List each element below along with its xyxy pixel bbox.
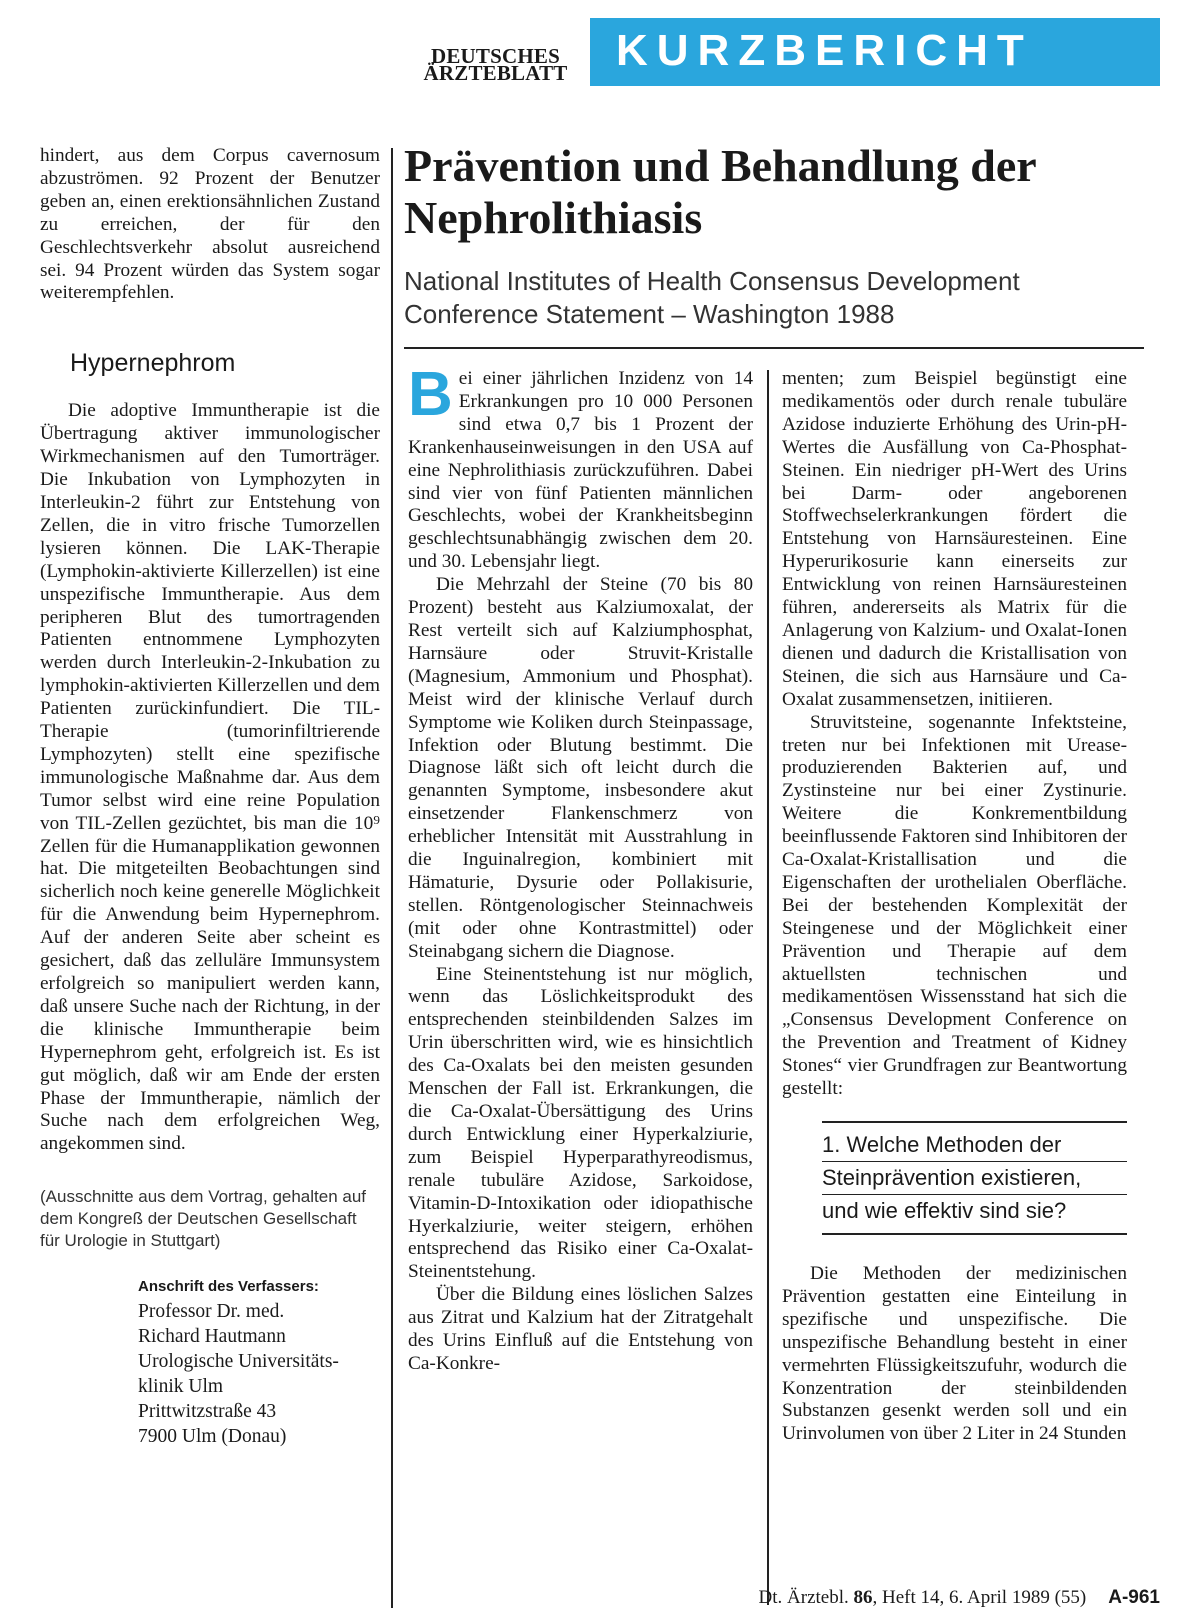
question-line: 1. Welche Methoden der	[822, 1129, 1127, 1162]
left-intro-paragraph: hindert, aus dem Corpus cavernosum abzuströmen. 92 Prozent der Benutzer geben an, einen erektionsähnlichen Zustand zu erreichen, der für den Geschlechtsverkehr absolut ausreichend sei. 94 Prozent würden das System sogar weiterempfehlen.	[40, 145, 380, 304]
article-paragraph: Über die Bildung eines löslichen Salzes aus Zitrat und Kalzium hat der Zitratgehalt des Urins Einfluß auf die Entstehung von Ca-Konkre-	[408, 1284, 753, 1374]
right-column	[782, 368, 1127, 1446]
address-line: klinik Ulm	[138, 1376, 224, 1398]
middle-column	[408, 360, 753, 1376]
article-paragraph: Struvitsteine, sogenannte Infektsteine, treten nur bei Infektionen mit Urease-produzierenden Bakterien auf, und Zystinsteine nur bei einer Zystinurie. Weitere die Konkrementbildung beeinflussende Faktoren sind Inhibitoren der Ca-Oxalat-Kristallisation und die Eigenschaften der urothelialen Oberfläche. Bei der bestehenden Komplexität der Steingenese und der Möglichkeit einer Prävention und Therapie auf dem aktuellsten technischen und medikamentösen Wissensstand hat sich die „Consensus Development Conference on the Prevention and Treatment of Kidney Stones“ vier Grundfragen zur Beantwortung gestellt:	[782, 711, 1127, 1100]
section-heading: Hypernephrom	[70, 349, 236, 378]
author-address	[138, 1278, 380, 1449]
page-footer	[640, 1587, 1160, 1609]
article-paragraph: Die Methoden der medizinischen Prävention gestatten eine Einteilung in spezifische und unspezifische. Die unspezifische Behandlung besteht in einer vermehrten Flüssigkeitszufuhr, wodurch die Konzentration der steinbildenden Substanzen gesenkt werden soll und ein Urinvolumen von über 2 Liter in 24 Stunden	[782, 1263, 1127, 1445]
article-paragraph: Eine Steinentstehung ist nur möglich, wenn das Löslichkeitsprodukt des entsprechenden steinbildenden Salzes im Urin überschritten wird, wie es hinsichtlich des Ca-Oxalats bei den meisten gesunden Menschen der Fall ist. Erkrankungen, die die Ca-Oxalat-Übersättigung des Urins durch Entwicklung einer Hyperkalziurie, zum Beispiel Hyperparathyreodismus, renale tubuläre Azidose, Sarkoidose, Vitamin-D-Intoxikation oder idiopathische Hyerkalziurie, weiter steigern, erhöhen entsprechend das Risiko einer Ca-Oxalat-Steinentstehung.	[408, 963, 753, 1283]
section-banner	[590, 18, 1160, 86]
article-title: Prävention und Behandlung der Nephrolithiasis	[404, 140, 1036, 243]
journal-name-line2: ÄRZTEBLATT	[423, 61, 568, 85]
question-line: Steinprävention existieren,	[822, 1162, 1127, 1195]
left-column	[40, 145, 380, 1449]
title-rule	[404, 347, 1144, 349]
address-line: Prittwitzstraße 43	[138, 1401, 277, 1423]
question-heading	[822, 1121, 1127, 1235]
page-number: A-961	[1108, 1587, 1160, 1608]
address-title: Anschrift des Verfassers:	[138, 1278, 319, 1296]
question-line: und wie effektiv sind sie?	[822, 1198, 1067, 1223]
article-paragraph: Die Mehrzahl der Steine (70 bis 80 Prozent) besteht aus Kalziumoxalat, der Rest verteilt sich auf Kalziumphosphat, Harnsäure oder Struvit-Kristalle (Magnesium, Ammonium und Phosphat). Meist wird der klinische Verlauf durch Symptome wie Koliken durch Steinpassage, Infektion oder Blutung bestimmt. Die Diagnose läßt sich oft leicht durch die genannten Symptome, insbesondere akut einsetzender Flankenschmerz von erheblicher Intensität mit Ausstrahlung in die Inguinalregion, kombiniert mit Hämaturie, Dysurie oder Pollakisurie, stellen. Röntgenologischer Steinnachweis (mit oder ohne Kontrastmittel) oder Steinabgang sichern die Diagnose.	[408, 574, 753, 962]
address-line: 7900 Ulm (Donau)	[138, 1426, 287, 1448]
article-paragraph: menten; zum Beispiel begünstigt eine medikamentös oder durch renale tubuläre Azidose induzierte Erhöhung des Urin-pH-Wertes die Ausfällung von Ca-Phosphat-Steinen. Ein niedriger pH-Wert des Urins bei Darm- oder angeborenen Stoffwechselerkrankungen fördert die Entstehung von Harnsäuresteinen. Eine Hyperurikosurie kann einerseits zur Entwicklung von reinen Harnsäuresteinen führen, andererseits als Matrix für die Anlagerung von Kalzium- und Oxalat-Ionen dienen und dadurch die Kristallisation von Steinen, die sich aus Harnsäure und Ca-Oxalat zusammensetzen, initiieren.	[782, 368, 1127, 710]
left-body-paragraph: Die adoptive Immuntherapie ist die Übertragung aktiver immunologischer Wirkmechanismen auf den Tumorträger. Die Inkubation von Lymphozyten in Interleukin-2 führt zur Entstehung von Zellen, die in vitro frische Tumorzellen lysieren können. Die LAK-Therapie (Lymphokin-aktivierte Killerzellen) ist eine unspezifische Immuntherapie. Aus dem peripheren Blut des tumortragenden Patienten entnommene Lymphozyten werden durch Interleukin-2-Inkubation zu lymphokin-aktivierten Killerzellen und dem Patienten zurückinfundiert. Die TIL-Therapie (tumorinfiltrierende Lymphozyten) stellt eine spezifische immunologische Maßnahme dar. Aus dem Tumor selbst wird eine reine Population von TIL-Zellen gezüchtet, bis man die 10⁹ Zellen für die Humanapplikation gewonnen hat. Die mitgeteilten Beobachtungen sind sicherlich noch keine generelle Möglichkeit für die Anwendung beim Hypernephrom. Auf der anderen Seite aber scheint es gesichert, daß das zelluläre Immunsystem erfolgreich so manipuliert werden kann, daß unsere Suche nach der Richtung, in der die klinische Immuntherapie beim Hypernephrom geht, erfolgreich ist. Es ist gut möglich, daß wir am Ende der ersten Phase der Immuntherapie, nämlich der Suche nach dem erfolgreichen Weg, angekommen sind.	[40, 400, 381, 1155]
opening-paragraph-wrap	[408, 360, 753, 574]
journal-name-line1: DEUTSCHES	[430, 44, 560, 68]
column-divider	[391, 148, 393, 1608]
section-label: KURZBERICHT	[616, 26, 1033, 75]
address-line: Urologische Universitäts-	[138, 1351, 339, 1373]
address-line: Professor Dr. med.	[138, 1301, 285, 1323]
citation-volume: 86	[853, 1587, 873, 1608]
citation-prefix: Dt. Ärztebl.	[758, 1587, 849, 1608]
article-paragraph: ei einer jährlichen Inzidenz von 14 Erkrankungen pro 10 000 Personen sind etwa 0,7 bis 1 Prozent der Krankenhauseinweisungen in den USA auf eine Nephrolithiasis zurückzuführen. Dabei sind vier von fünf Patienten männlichen Geschlechts, wobei der Krankheitsbeginn geschlechtsunabhängig zwischen dem 20. und 30. Lebensjahr liegt.	[408, 368, 753, 573]
address-line: Richard Hautmann	[138, 1326, 286, 1348]
drop-cap: B	[408, 360, 453, 429]
lecture-caption: (Ausschnitte aus dem Vortrag, gehalten auf dem Kongreß der Deutschen Gesellschaft für Urologie in Stuttgart)	[40, 1187, 367, 1251]
article-subtitle: National Institutes of Health Consensus Development Conference Statement – Washington 1988	[404, 266, 1020, 329]
citation-rest: , Heft 14, 6. April 1989 (55)	[872, 1587, 1087, 1608]
column-divider	[767, 370, 769, 1605]
journal-logo	[408, 44, 583, 85]
